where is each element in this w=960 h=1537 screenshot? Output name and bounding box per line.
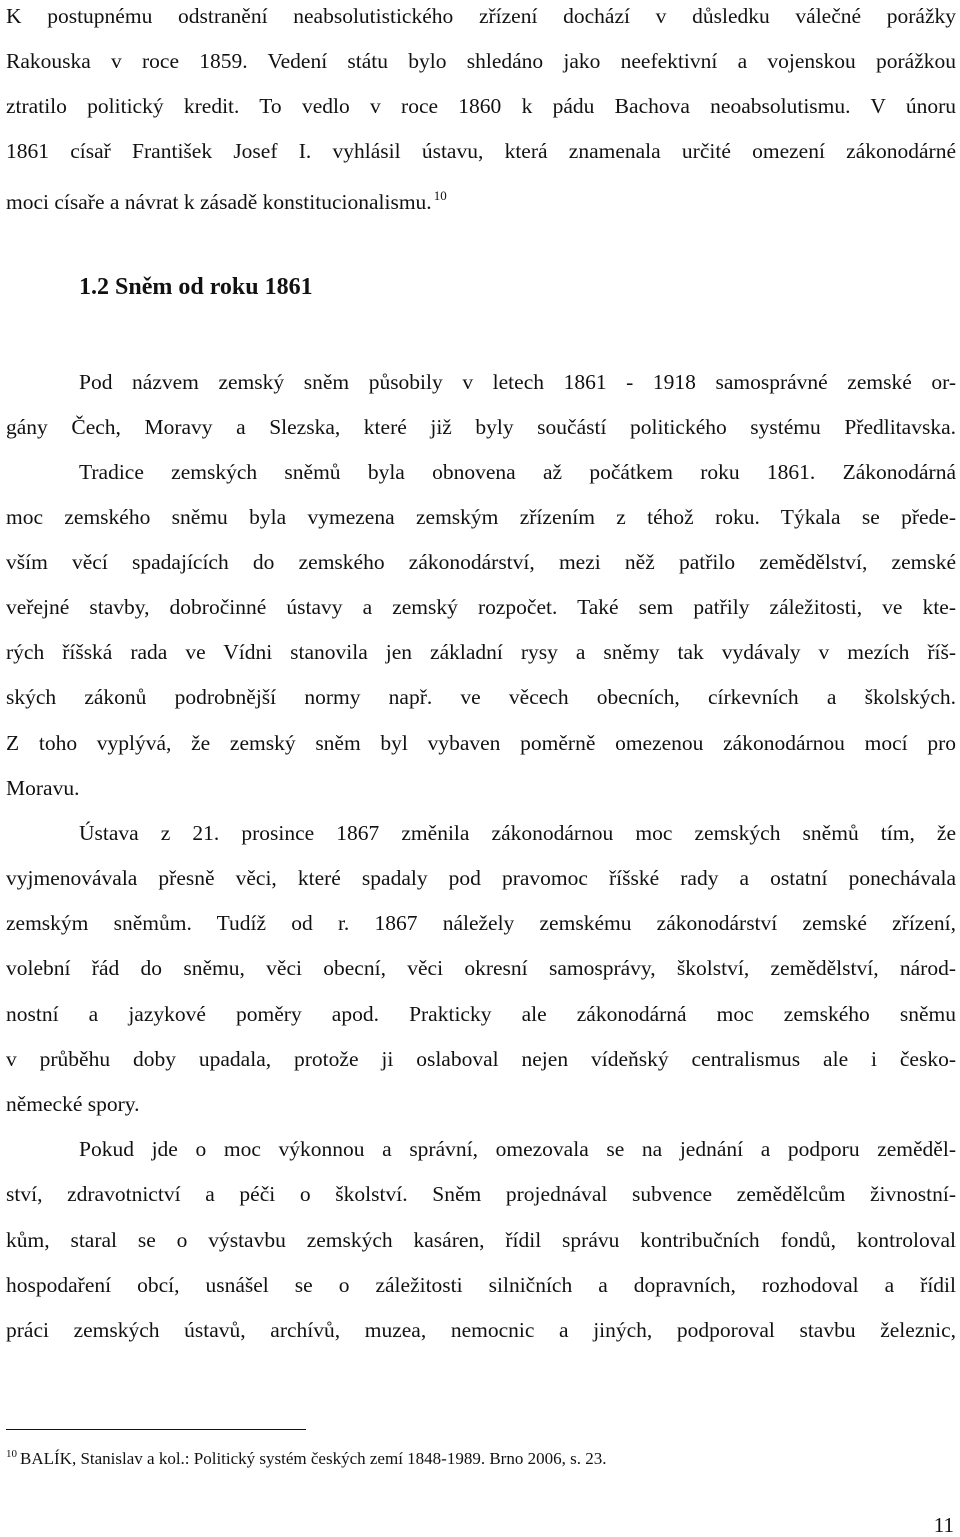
p3-line-6: v průběhu doby upadala, protože ji oslaboval nejen vídeňský centralismus ale i česko- [6, 1047, 956, 1071]
p3-line-3: zemským sněmům. Tudíž od r. 1867 náležely zemskému zákonodárství zemské zřízení, [6, 911, 956, 935]
p3-line-1: Ústava z 21. prosince 1867 změnila zákonodárnou moc zemských sněmů tím, že [79, 821, 956, 845]
p2-line-6: ských zákonů podrobnější normy např. ve věcech obecních, církevních a školských. [6, 685, 956, 709]
intro-line-3: ztratilo politický kredit. To vedlo v roce 1860 k pádu Bachova neoabsolutismu. V únoru [6, 94, 956, 118]
footnote-number: 10 [6, 1448, 17, 1460]
footnote-reference: 10 [433, 188, 447, 203]
p4-line-3: kům, staral se o výstavbu zemských kasáren, řídil správu kontribučních fondů, kontroloval [6, 1228, 956, 1252]
p2-line-8: Moravu. [6, 776, 80, 800]
intro-line-2: Rakouska v roce 1859. Vedení státu bylo shledáno jako neefektivní a vojenskou porážkou [6, 49, 956, 73]
p4-line-1: Pokud jde o moc výkonnou a správní, omezovala se na jednání a podporu zeměděl- [79, 1137, 956, 1161]
intro-line-4: 1861 císař František Josef I. vyhlásil ústavu, která znamenala určité omezení zákonodárné [6, 139, 956, 163]
section-heading: 1.2 Sněm od roku 1861 [79, 274, 313, 300]
p2-line-5: rých říšská rada ve Vídni stanovila jen základní rysy a sněmy tak vydávaly v mezích říš- [6, 640, 956, 664]
p2-line-2: moc zemského sněmu byla vymezena zemským zřízením z téhož roku. Týkala se přede- [6, 505, 956, 529]
footnote [6, 1442, 606, 1471]
footnote-text: BALÍK, Stanislav a kol.: Politický systém českých zemí 1848-1989. Brno 2006, s. 23. [20, 1449, 607, 1468]
p3-line-7: německé spory. [6, 1092, 140, 1116]
footnote-separator [6, 1429, 306, 1430]
p2-line-4: veřejné stavby, dobročinné ústavy a zemský rozpočet. Také sem patřily záležitosti, ve kte- [6, 595, 956, 619]
page-number: 11 [933, 1513, 954, 1537]
intro-line-5 [6, 182, 956, 216]
p4-line-4: hospodaření obcí, usnášel se o záležitosti silničních a dopravních, rozhodoval a řídil [6, 1273, 956, 1297]
p2-line-7: Z toho vyplývá, že zemský sněm byl vybaven poměrně omezenou zákonodárnou mocí pro [6, 731, 956, 755]
p4-line-2: ství, zdravotnictví a péči o školství. Sněm projednával subvence zemědělcům živnostní- [6, 1182, 956, 1206]
p1-line-1: Pod názvem zemský sněm působily v letech 1861 - 1918 samosprávné zemské or- [79, 370, 956, 394]
p2-line-3: vším věcí spadajících do zemského zákonodárství, mezi něž patřilo zemědělství, zemské [6, 550, 956, 574]
p3-line-5: nostní a jazykové poměry apod. Prakticky ale zákonodárná moc zemského sněmu [6, 1002, 956, 1026]
intro-line-1: K postupnému odstranění neabsolutistického zřízení dochází v důsledku válečné porážky [6, 4, 956, 28]
p3-line-2: vyjmenovávala přesně věci, které spadaly pod pravomoc říšské rady a ostatní ponechávala [6, 866, 956, 890]
p1-line-2: gány Čech, Moravy a Slezska, které již byly součástí politického systému Předlitavska. [6, 415, 956, 439]
p2-line-1: Tradice zemských sněmů byla obnovena až počátkem roku 1861. Zákonodárná [79, 460, 956, 484]
p3-line-4: volební řád do sněmu, věci obecní, věci okresní samosprávy, školství, zemědělství, národ- [6, 956, 956, 980]
intro-line-5-text: moci císaře a návrat k zásadě konstitucionalismu. [6, 190, 432, 214]
p4-line-5: práci zemských ústavů, archívů, muzea, nemocnic a jiných, podporoval stavbu železnic, [6, 1318, 956, 1342]
